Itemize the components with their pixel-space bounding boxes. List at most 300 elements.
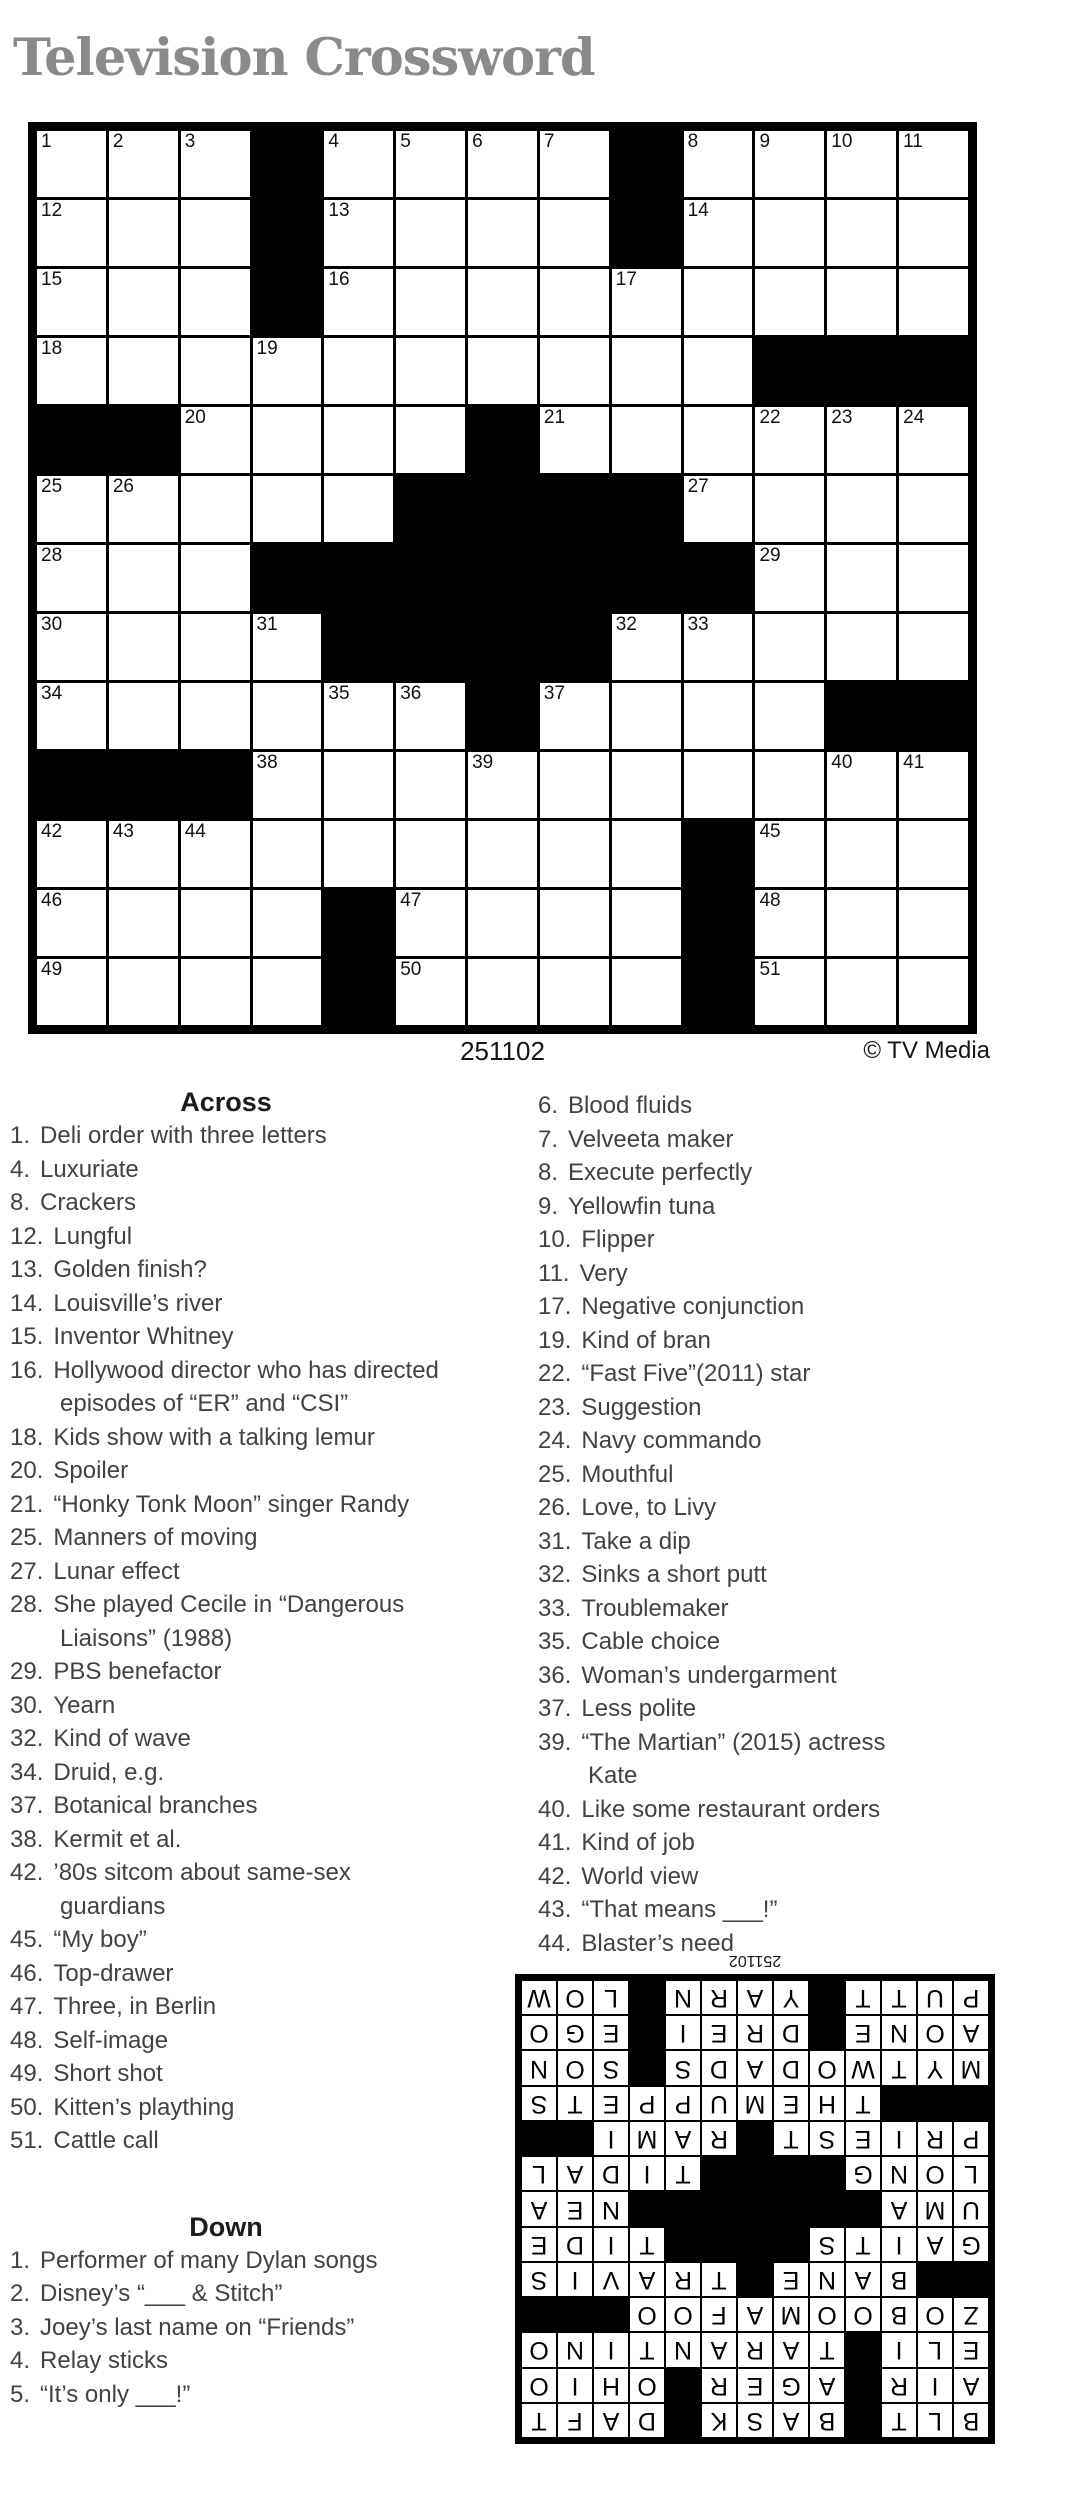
- grid-cell: [755, 269, 824, 335]
- clue-number: 41.: [538, 1829, 572, 1856]
- clue-down-10: [538, 1223, 930, 1257]
- grid-cell: [468, 959, 537, 1025]
- black-cell: [37, 752, 106, 818]
- solution-cell: O: [918, 2016, 952, 2049]
- clue-number: 1.: [10, 2246, 31, 2274]
- solution-cell: K: [702, 2404, 736, 2437]
- solution-cell: A: [774, 2333, 808, 2366]
- grid-cell: [181, 269, 250, 335]
- grid-cell: [109, 545, 178, 611]
- clue-across-20: [10, 1454, 442, 1488]
- grid-cell: [684, 338, 753, 404]
- clue-down-1: [10, 2244, 442, 2278]
- clue-number: 37.: [538, 1695, 572, 1722]
- clue-number: 40.: [538, 1795, 572, 1823]
- black-cell: [827, 338, 896, 404]
- grid-cell: [755, 890, 824, 956]
- solution-cell: N: [882, 2016, 916, 2049]
- clue-text: ’80s sitcom about same-sex guardians: [53, 1859, 351, 1920]
- black-cell: [540, 476, 609, 542]
- black-cell: [468, 476, 537, 542]
- solution-cell: G: [954, 2228, 988, 2261]
- copyright-notice: © TV Media: [863, 1037, 990, 1064]
- clue-across-38: [10, 1823, 442, 1857]
- grid-cell: [181, 959, 250, 1025]
- black-cell: [882, 2087, 916, 2120]
- clue-number: 32.: [10, 1725, 44, 1752]
- grid-cell: [612, 269, 681, 335]
- grid-cell: [396, 959, 465, 1025]
- black-cell: [666, 2404, 700, 2437]
- cell-number: 21: [543, 407, 566, 428]
- solution-cell: P: [954, 2122, 988, 2155]
- solution-cell: P: [630, 2087, 664, 2120]
- grid-cell: [468, 338, 537, 404]
- solution-cell: I: [882, 2228, 916, 2261]
- solution-cell: L: [954, 2157, 988, 2190]
- grid-cell: [468, 821, 537, 887]
- cell-number: 7: [543, 131, 555, 152]
- black-cell: [522, 2122, 556, 2155]
- grid-cell: [181, 683, 250, 749]
- black-cell: [253, 269, 322, 335]
- clue-text: Louisville’s river: [53, 1289, 223, 1317]
- grid-cell: [755, 545, 824, 611]
- clue-number: 51.: [10, 2127, 44, 2154]
- black-cell: [612, 131, 681, 197]
- grid-cell: [612, 821, 681, 887]
- grid-cell: [324, 131, 393, 197]
- clue-down-8: [538, 1156, 930, 1190]
- solution-cell: M: [738, 2087, 772, 2120]
- grid-cell: [827, 269, 896, 335]
- clue-number: 30.: [10, 1691, 44, 1719]
- clue-text: Kermit et al.: [53, 1825, 182, 1853]
- solution-cell: F: [702, 2298, 736, 2331]
- solution-cell: I: [882, 2122, 916, 2155]
- grid-cell: [37, 545, 106, 611]
- clue-text: Like some restaurant orders: [581, 1795, 881, 1823]
- solution-cell: N: [666, 1981, 700, 2014]
- grid-cell: [468, 890, 537, 956]
- clue-down-17: [538, 1290, 930, 1324]
- clue-down-41: [538, 1826, 930, 1860]
- grid-cell: [253, 338, 322, 404]
- clue-down-5: [10, 2378, 442, 2412]
- solution-cell: P: [954, 1981, 988, 2014]
- solution-cell: R: [666, 2263, 700, 2296]
- grid-cell: [37, 269, 106, 335]
- clue-number: 32.: [538, 1561, 572, 1588]
- black-cell: [810, 2016, 844, 2049]
- black-cell: [324, 614, 393, 680]
- black-cell: [846, 2333, 880, 2366]
- cell-number: 38: [256, 752, 278, 773]
- grid-cell: [755, 683, 824, 749]
- solution-cell: E: [774, 2263, 808, 2296]
- solution-cell: R: [702, 2122, 736, 2155]
- clue-text: Execute perfectly: [568, 1159, 753, 1186]
- grid-cell: [181, 131, 250, 197]
- clue-down-4: [10, 2344, 442, 2378]
- across-header: Across: [180, 1087, 272, 1117]
- black-cell: [846, 2404, 880, 2437]
- grid-cell: [612, 407, 681, 473]
- grid-cell: [684, 407, 753, 473]
- clue-text: Flipper: [581, 1226, 655, 1253]
- black-cell: [755, 338, 824, 404]
- solution-cell: R: [918, 2122, 952, 2155]
- grid-cell: [253, 683, 322, 749]
- cell-number: 18: [41, 338, 63, 359]
- solution-cell: A: [738, 2051, 772, 2084]
- black-cell: [810, 2192, 844, 2225]
- solution-cell: M: [954, 2051, 988, 2084]
- clue-text: Performer of many Dylan songs: [40, 2246, 378, 2274]
- clue-across-8: [10, 1186, 442, 1220]
- grid-cell: [827, 959, 896, 1025]
- solution-cell: T: [882, 2051, 916, 2084]
- black-cell: [774, 2192, 808, 2225]
- solution-cell: A: [774, 2404, 808, 2437]
- cell-number: 51: [759, 959, 781, 980]
- clue-number: 49.: [10, 2060, 44, 2087]
- grid-cell: [899, 269, 968, 335]
- clue-text: Woman’s undergarment: [581, 1661, 837, 1689]
- cell-number: 33: [687, 614, 709, 635]
- grid-cell: [899, 821, 968, 887]
- grid-cell: [540, 821, 609, 887]
- solution-cell: I: [594, 2333, 628, 2366]
- clue-number: 46.: [10, 1959, 44, 1987]
- solution-cell: I: [666, 2016, 700, 2049]
- clue-number: 17.: [538, 1293, 572, 1320]
- cell-number: 15: [41, 269, 63, 290]
- clue-text: “That means ___!”: [581, 1896, 778, 1923]
- clue-text: Disney’s “___ & Stitch”: [40, 2280, 283, 2307]
- solution-cell: O: [522, 2369, 556, 2402]
- clue-number: 3.: [10, 2313, 31, 2341]
- grid-cell: [109, 614, 178, 680]
- grid-cell: [468, 131, 537, 197]
- grid-cell: [37, 683, 106, 749]
- cell-number: 8: [687, 131, 699, 152]
- cell-number: 42: [41, 821, 63, 842]
- clue-across-32: [10, 1722, 442, 1756]
- clue-across-29: [10, 1655, 442, 1689]
- clue-number: 50.: [10, 2093, 44, 2121]
- grid-cell: [109, 821, 178, 887]
- clue-number: 10.: [538, 1226, 572, 1253]
- solution-cell: G: [846, 2157, 880, 2190]
- clue-text: Blood fluids: [568, 1092, 693, 1119]
- clue-number: 18.: [10, 1423, 44, 1451]
- grid-cell: [612, 614, 681, 680]
- cell-number: 29: [759, 545, 781, 566]
- cell-number: 30: [41, 614, 63, 635]
- solution-cell: I: [630, 2157, 664, 2190]
- solution-cell: W: [846, 2051, 880, 2084]
- black-cell: [630, 1981, 664, 2014]
- clue-down-22: [538, 1357, 930, 1391]
- solution-cell: E: [774, 2087, 808, 2120]
- black-cell: [522, 2298, 556, 2331]
- grid-cell: [253, 890, 322, 956]
- cell-number: 26: [112, 476, 134, 497]
- grid-cell: [827, 614, 896, 680]
- black-cell: [666, 2228, 700, 2261]
- black-cell: [702, 2192, 736, 2225]
- black-cell: [468, 683, 537, 749]
- solution-cell: I: [558, 2263, 592, 2296]
- cell-number: 5: [400, 131, 411, 152]
- grid-cell: [755, 200, 824, 266]
- cell-number: 44: [184, 821, 206, 842]
- clue-across-51: [10, 2124, 442, 2158]
- grid-cell: [540, 338, 609, 404]
- clue-text: Love, to Livy: [581, 1494, 717, 1521]
- solution-cell: T: [522, 2404, 556, 2437]
- clue-number: 12.: [10, 1222, 44, 1250]
- solution-cell: Z: [954, 2298, 988, 2331]
- clue-text: Kind of wave: [53, 1725, 191, 1752]
- solution-cell: E: [954, 2333, 988, 2366]
- clue-text: Inventor Whitney: [53, 1323, 234, 1350]
- grid-cell: [109, 338, 178, 404]
- grid-cell: [181, 614, 250, 680]
- clue-text: Take a dip: [581, 1527, 691, 1555]
- clue-text: Deli order with three letters: [40, 1122, 327, 1149]
- black-cell: [954, 2263, 988, 2296]
- black-cell: [468, 614, 537, 680]
- solution-cell: T: [702, 2263, 736, 2296]
- black-cell: [666, 2192, 700, 2225]
- solution-cell: A: [702, 2333, 736, 2366]
- cell-number: 28: [41, 545, 63, 566]
- solution-cell: E: [594, 2087, 628, 2120]
- solution-cell: T: [846, 2087, 880, 2120]
- grid-cell: [612, 890, 681, 956]
- black-cell: [810, 1981, 844, 2014]
- black-cell: [396, 545, 465, 611]
- solution-cell: A: [522, 2192, 556, 2225]
- solution-cell: A: [882, 2192, 916, 2225]
- clue-across-1: [10, 1119, 442, 1153]
- clue-text: World view: [581, 1862, 699, 1890]
- clue-down-3: [10, 2311, 442, 2345]
- clue-text: Relay sticks: [40, 2347, 169, 2374]
- clue-down-43: [538, 1893, 930, 1927]
- cell-number: 11: [903, 131, 923, 152]
- clue-number: 6.: [538, 1092, 559, 1119]
- grid-cell: [540, 959, 609, 1025]
- clue-number: 38.: [10, 1825, 44, 1853]
- cell-number: 14: [687, 200, 709, 221]
- down-header: Down: [189, 2211, 263, 2242]
- black-cell: [396, 614, 465, 680]
- solution-cell: F: [558, 2404, 592, 2437]
- solution-cell: H: [594, 2369, 628, 2402]
- solution-cell: E: [846, 2016, 880, 2049]
- solution-cell: O: [522, 2333, 556, 2366]
- solution-cell: A: [738, 2298, 772, 2331]
- clue-text: Yellowfin tuna: [568, 1192, 716, 1220]
- grid-cell: [37, 959, 106, 1025]
- grid-cell: [253, 407, 322, 473]
- clue-text: Blaster’s need: [581, 1929, 734, 1957]
- clue-down-35: [538, 1625, 930, 1659]
- black-cell: [666, 2369, 700, 2402]
- clue-text: Top-drawer: [53, 1959, 174, 1987]
- solution-cell: A: [918, 2228, 952, 2261]
- clue-text: Kind of bran: [581, 1326, 711, 1354]
- clue-number: 16.: [10, 1356, 44, 1384]
- cell-number: 36: [400, 683, 422, 704]
- clue-number: 9.: [538, 1192, 559, 1220]
- clue-number: 4.: [10, 1155, 31, 1183]
- clue-text: Luxuriate: [40, 1155, 139, 1183]
- solution-cell: I: [594, 2228, 628, 2261]
- black-cell: [630, 2051, 664, 2084]
- clue-text: Less polite: [581, 1695, 697, 1722]
- clue-across-12: [10, 1220, 442, 1254]
- clue-text: Three, in Berlin: [53, 1993, 217, 2020]
- solution-cell: B: [882, 2263, 916, 2296]
- clue-number: 25.: [10, 1524, 44, 1551]
- solution-cell: D: [774, 2016, 808, 2049]
- clue-number: 26.: [538, 1494, 572, 1521]
- clue-number: 27.: [10, 1557, 44, 1585]
- solution-cell: I: [594, 2122, 628, 2155]
- clue-number: 42.: [10, 1859, 44, 1886]
- grid-cell: [684, 614, 753, 680]
- solution-cell: A: [630, 2263, 664, 2296]
- grid-cell: [181, 338, 250, 404]
- clue-across-21: [10, 1488, 442, 1522]
- black-cell: [899, 338, 968, 404]
- clue-number: 33.: [538, 1594, 572, 1622]
- grid-cell: [37, 476, 106, 542]
- clue-number: 20.: [10, 1457, 44, 1484]
- clue-number: 15.: [10, 1323, 44, 1350]
- solution-cell: Y: [774, 1981, 808, 2014]
- clue-text: Troublemaker: [581, 1594, 729, 1622]
- grid-cell: [468, 752, 537, 818]
- grid-cell: [612, 338, 681, 404]
- black-cell: [324, 890, 393, 956]
- clue-text: Navy commando: [581, 1427, 762, 1454]
- solution-cell: O: [666, 2298, 700, 2331]
- cell-number: 50: [400, 959, 422, 980]
- clue-number: 8.: [10, 1189, 31, 1216]
- grid-cell: [109, 200, 178, 266]
- grid-cell: [684, 131, 753, 197]
- clue-down-33: [538, 1592, 930, 1626]
- clue-column-left: [10, 1085, 442, 2411]
- solution-cell: A: [954, 2016, 988, 2049]
- solution-cell: B: [954, 2404, 988, 2437]
- clue-number: 2.: [10, 2280, 31, 2307]
- clue-text: Spoiler: [53, 1457, 129, 1484]
- clue-number: 43.: [538, 1896, 572, 1923]
- black-cell: [109, 752, 178, 818]
- solution-cell: R: [738, 2333, 772, 2366]
- clue-down-37: [538, 1692, 930, 1726]
- clue-text: “Honky Tonk Moon” singer Randy: [53, 1490, 410, 1518]
- black-cell: [324, 959, 393, 1025]
- cell-number: 17: [615, 269, 637, 290]
- clue-across-49: [10, 2057, 442, 2091]
- grid-cell: [755, 614, 824, 680]
- grid-cell: [899, 959, 968, 1025]
- cell-number: 34: [41, 683, 63, 704]
- grid-cell: [827, 545, 896, 611]
- grid-cell: [324, 821, 393, 887]
- grid-cell: [37, 131, 106, 197]
- grid-cell: [468, 200, 537, 266]
- solution-cell: L: [522, 2157, 556, 2190]
- clue-number: 21.: [10, 1490, 44, 1518]
- black-cell: [540, 545, 609, 611]
- cell-number: 22: [759, 407, 781, 428]
- solution-cell: T: [882, 2404, 916, 2437]
- solution-cell: S: [738, 2404, 772, 2437]
- grid-cell: [396, 821, 465, 887]
- cell-number: 4: [328, 131, 339, 152]
- clue-number: 4.: [10, 2347, 31, 2374]
- grid-caption: [28, 1036, 990, 1066]
- clue-across-25: [10, 1521, 442, 1555]
- black-cell: [324, 545, 393, 611]
- grid-cell: [684, 476, 753, 542]
- grid-cell: [253, 821, 322, 887]
- grid-cell: [324, 476, 393, 542]
- grid-cell: [899, 890, 968, 956]
- clue-text: Druid, e.g.: [53, 1758, 165, 1786]
- solution-grid: [515, 1974, 995, 2444]
- clue-number: 29.: [10, 1658, 44, 1685]
- clue-text: Lunar effect: [53, 1557, 180, 1585]
- grid-cell: [396, 338, 465, 404]
- clue-across-15: [10, 1320, 442, 1354]
- black-cell: [558, 2298, 592, 2331]
- grid-cell: [396, 890, 465, 956]
- solution-cell: O: [918, 2157, 952, 2190]
- clue-down-25: [538, 1458, 930, 1492]
- solution-cell: G: [558, 2016, 592, 2049]
- black-cell: [630, 2016, 664, 2049]
- clue-number: 47.: [10, 1993, 44, 2020]
- solution-cell: B: [810, 2404, 844, 2437]
- down-clue-list-right: [538, 1089, 930, 1960]
- solution-cell: S: [666, 2051, 700, 2084]
- grid-cell: [324, 407, 393, 473]
- clue-down-11: [538, 1257, 930, 1291]
- clue-down-42: [538, 1860, 930, 1894]
- cell-number: 47: [400, 890, 422, 911]
- solution-cell: A: [558, 2157, 592, 2190]
- black-cell: [846, 2369, 880, 2402]
- clue-across-14: [10, 1287, 442, 1321]
- solution-cell: M: [918, 2192, 952, 2225]
- solution-cell: T: [630, 2333, 664, 2366]
- cell-number: 19: [256, 338, 278, 359]
- solution-cell: T: [846, 2228, 880, 2261]
- black-cell: [846, 2192, 880, 2225]
- clue-number: 48.: [10, 2026, 44, 2054]
- solution-cell: O: [630, 2369, 664, 2402]
- clue-across-27: [10, 1555, 442, 1589]
